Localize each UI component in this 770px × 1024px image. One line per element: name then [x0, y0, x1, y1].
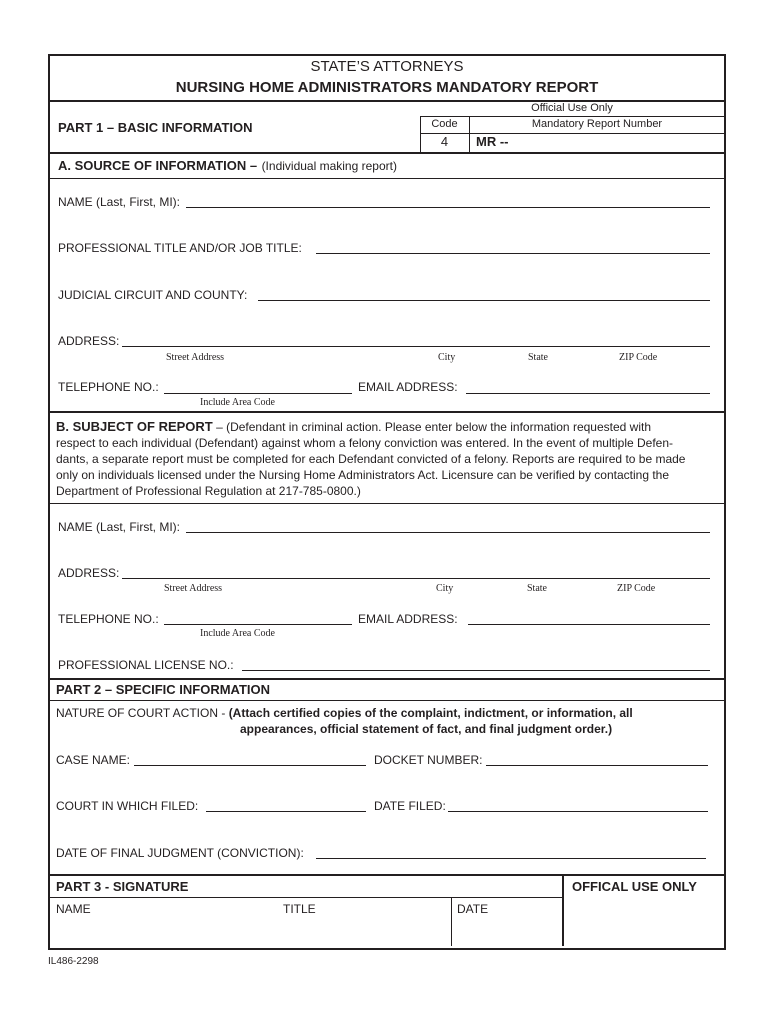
b-name-label: NAME (Last, First, MI): [58, 520, 181, 534]
b-address-label: ADDRESS: [58, 566, 120, 580]
section-b-title: B. SUBJECT OF REPORT [56, 419, 213, 434]
a-email-field[interactable] [466, 393, 710, 394]
part1-title: PART 1 – BASIC INFORMATION [58, 120, 253, 135]
date-filed-field[interactable] [448, 811, 708, 812]
a-job-title-field[interactable] [316, 253, 710, 254]
b-email-label: EMAIL ADDRESS: [358, 612, 458, 626]
a-state-caption: State [528, 352, 548, 363]
b-phone-field[interactable] [164, 624, 352, 625]
section-b-divider [50, 411, 724, 413]
b-address-field[interactable] [122, 578, 710, 579]
section-b-intro: – (Defendant in criminal action. Please enter below the information requested with [212, 420, 651, 434]
b-license-label: PROFESSIONAL LICENSE NO.: [58, 658, 234, 672]
official-use-label: Official Use Only [531, 102, 613, 114]
section-b-line4: only on individuals licensed under the Nursing Home Administrators Act. Licensure can be verified by contacting the [56, 468, 670, 482]
nature-instruction-1: (Attach certified copies of the complaint, indictment, or information, all [228, 706, 633, 720]
section-b-line2: respect to each individual (Defendant) against whom a felony conviction was entered. In the event of multiple Defen- [56, 436, 674, 450]
a-city-caption: City [438, 352, 456, 363]
a-phone-field[interactable] [164, 393, 352, 394]
code-label: Code [431, 118, 458, 130]
a-street-caption: Street Address [166, 352, 225, 363]
report-number-prefix: MR -- [476, 134, 509, 149]
signature-date-label: DATE [457, 902, 489, 916]
section-b-line1 [56, 419, 724, 435]
a-zip-caption: ZIP Code [619, 352, 658, 363]
nature-label: NATURE OF COURT ACTION - [56, 706, 229, 720]
court-label: COURT IN WHICH FILED: [56, 799, 199, 813]
form-number: IL486-2298 [48, 956, 99, 967]
form-title: NURSING HOME ADMINISTRATORS MANDATORY REPORT [175, 79, 599, 96]
docket-field[interactable] [486, 765, 708, 766]
final-judgment-label: DATE OF FINAL JUDGMENT (CONVICTION): [56, 846, 304, 860]
b-state-caption: State [527, 583, 547, 594]
a-job-title-label: PROFESSIONAL TITLE AND/OR JOB TITLE: [58, 241, 302, 255]
official-use-divider [562, 874, 564, 946]
b-area-code-caption: Include Area Code [200, 628, 275, 639]
court-field[interactable] [206, 811, 366, 812]
part3-title: PART 3 - SIGNATURE [56, 879, 189, 894]
section-a-heading [58, 157, 397, 175]
b-license-field[interactable] [242, 670, 710, 671]
code-value: 4 [440, 134, 449, 149]
section-a-divider [50, 178, 724, 179]
official-box-top [420, 116, 724, 117]
part2-title-divider [50, 700, 724, 701]
section-a-subtitle: (Individual making report) [261, 159, 397, 173]
b-name-field[interactable] [186, 532, 710, 533]
form-border [48, 54, 726, 950]
signature-title-area[interactable] [280, 918, 448, 944]
a-circuit-label: JUDICIAL CIRCUIT AND COUNTY: [58, 288, 248, 302]
b-city-caption: City [436, 583, 454, 594]
case-name-field[interactable] [134, 765, 366, 766]
date-col-divider [451, 897, 452, 946]
a-email-label: EMAIL ADDRESS: [358, 380, 458, 394]
part1-divider [50, 152, 724, 154]
nature-instruction-2: appearances, official statement of fact, and final judgment order.) [240, 722, 613, 736]
section-b-line5: Department of Professional Regulation at 217-785-0800.) [56, 484, 361, 498]
a-address-label: ADDRESS: [58, 334, 120, 348]
b-email-field[interactable] [468, 624, 710, 625]
section-b-para-divider [50, 503, 724, 504]
a-area-code-caption: Include Area Code [200, 397, 275, 408]
docket-label: DOCKET NUMBER: [374, 753, 483, 767]
a-circuit-field[interactable] [258, 300, 710, 301]
case-name-label: CASE NAME: [56, 753, 131, 767]
b-zip-caption: ZIP Code [617, 583, 656, 594]
section-a-title: A. SOURCE OF INFORMATION – [58, 158, 258, 173]
a-name-label: NAME (Last, First, MI): [58, 195, 181, 209]
part2-divider [50, 678, 724, 680]
nature-line1 [56, 706, 633, 720]
date-filed-label: DATE FILED: [374, 799, 446, 813]
report-number-label: Mandatory Report Number [531, 118, 663, 130]
header-line1: STATE’S ATTORNEYS [310, 58, 464, 75]
signature-title-label: TITLE [283, 902, 316, 916]
section-b-line3: dants, a separate report must be completed for each Defendant convicted of a felony. Reports are required to be made [56, 452, 686, 466]
a-phone-label: TELEPHONE NO.: [58, 380, 159, 394]
part3-title-divider [50, 897, 562, 898]
a-address-field[interactable] [122, 346, 710, 347]
b-street-caption: Street Address [164, 583, 223, 594]
final-judgment-field[interactable] [316, 858, 706, 859]
signature-date-area[interactable] [454, 918, 560, 944]
part2-title: PART 2 – SPECIFIC INFORMATION [56, 682, 271, 697]
a-name-field[interactable] [186, 207, 710, 208]
signature-name-label: NAME [56, 902, 91, 916]
part3-divider [50, 874, 724, 876]
b-phone-label: TELEPHONE NO.: [58, 612, 159, 626]
signature-name-area[interactable] [52, 918, 278, 944]
official-use-only-label: OFFICAL USE ONLY [572, 879, 697, 894]
